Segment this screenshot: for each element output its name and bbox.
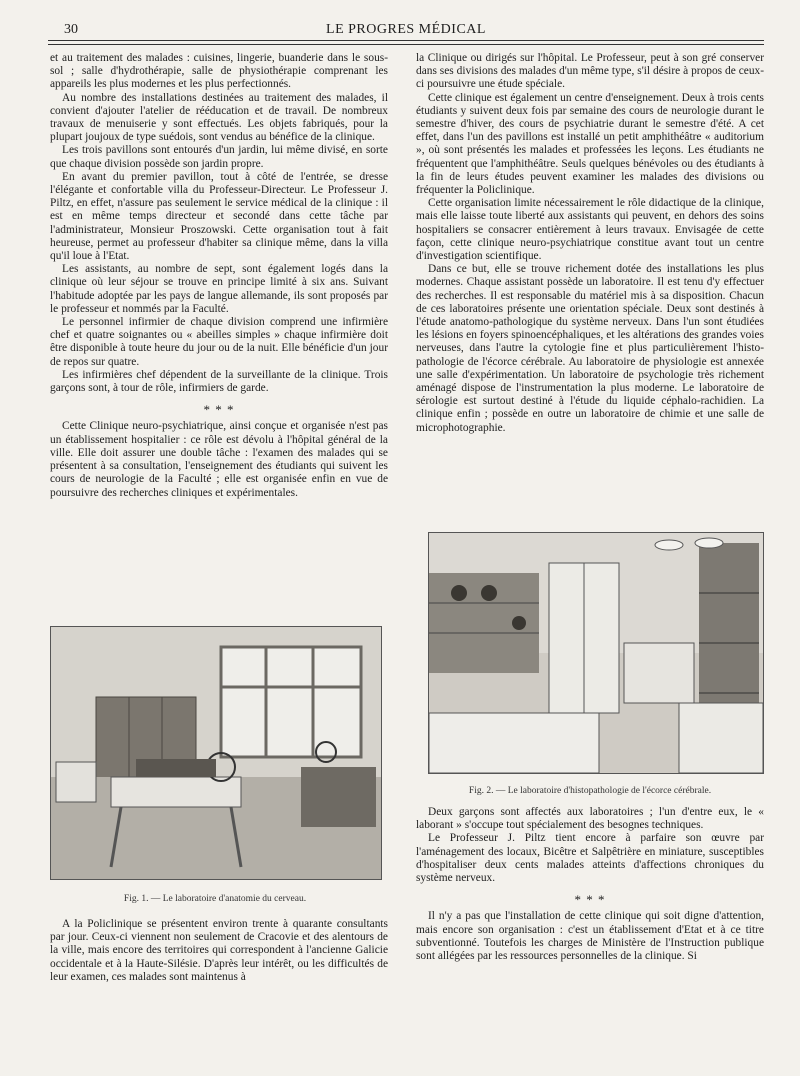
paragraph: Les assistants, au nombre de sept, sont également logés dans la clinique où leur séjour se trouve en principe limité à six ans. Suivant l'habitude adoptée par les pays de langue allemande, ils sont proposés par le professeur et nommés par la Faculté. (50, 263, 388, 315)
page-number: 30 (64, 22, 78, 37)
section-separator: * * * (203, 402, 235, 418)
left-column-bottom (50, 918, 388, 984)
paragraph: Le Professeur J. Piltz tient encore à parfaire son œuvre par l'aménagement des locaux, Bicêtre et Salpêtrière en miniature, susceptibles d'hospitaliser deux cents malades atteints d'affections chroniques du système nerveux. (416, 832, 764, 885)
page-header (48, 20, 764, 42)
right-column (416, 52, 764, 435)
paragraph: Le personnel infirmier de chaque division comprend une infirmière chef et quatre soignantes ou « abeilles simples » chaque infirmière doit être disponible à toute heure du jour ou de la nuit. Elle bénéficie d'un jour de repos sur quatre. (50, 316, 388, 368)
paragraph: Deux garçons sont affectés aux laboratoires ; l'un d'entre eux, le « laborant » s'occupe tout spécialement des besognes techniques. (416, 806, 764, 832)
figure-brain-anatomy-lab (50, 626, 382, 880)
figure-1-caption: Fig. 1. — Le laboratoire d'anatomie du cerveau. (123, 894, 307, 904)
paragraph: Dans ce but, elle se trouve richement dotée des installations les plus modernes. Chaque assistant possède un laboratoire. Il est tenu d'y effectuer des recherches. Il est responsable du matériel mis à sa disposition. Chacun de ces laboratoires présente une orientation spéciale. Deux sont destinés à l'étude anatomo-pathologique du système nerveux. Dans l'un sont étudiées les lésions en foyers spinoencéphaliques, et les altérations des grandes voies nerveuses, dans l'autre la cytologie fine et plus particulièrement l'histo-pathologie de l'écorce cérébrale. Au laboratoire de physiologie est annexée une salle d'expérimentation. Un laboratoire de psychologie très richement aménagé dispose de l'instrumentation la plus moderne. Le laboratoire de sérologie est surtout destiné à l'étude du liquide céphalo-rachidien. La clinique enfin ; possède en outre un laboratoire de chimie et une salle de microphotographie. (416, 263, 764, 434)
lab-photo-illustration (51, 627, 381, 879)
paragraph: En avant du premier pavillon, tout à côté de l'entrée, se dresse l'élégante et confortable villa du Professeur-Directeur. Le Professeur J. Piltz, en effet, n'assure pas seulement le service médical de la clinique : il est en même temps directeur et secondé dans cette tâche par l'administrateur, Monsieur Proszowski. Cette organisation tout à fait heureuse, permet au professeur d'habiter sa clinique même, dans la villa qu'il loue à l'Etat. (50, 170, 388, 263)
paragraph: Cette organisation limite nécessairement le rôle didactique de la clinique, mais elle laisse toute liberté aux assistants qui peuvent, en dehors des soins hospitaliers se consacrer entièrement à leurs travaux. Envisagée de cette façon, cette clinique neuro-psychiatrique constitue avant tout un centre d'investigation scientifique. (416, 197, 764, 263)
left-column (50, 52, 388, 500)
paragraph: la Clinique ou dirigés sur l'hôpital. Le Professeur, peut à son gré conserver dans ses divisions des malades d'un même type, s'il désire à propos de ceux-ci poursuivre une étude spéciale. (416, 52, 764, 91)
lab-photo-illustration (429, 533, 763, 773)
journal-title: LE PROGRES MÉDICAL (326, 22, 486, 37)
right-column-bottom (416, 806, 764, 963)
paragraph: Cette clinique est également un centre d'enseignement. Deux à trois cents étudiants y suivent deux fois par semaine des cours de neurologie durant le semestre d'hiver, des cours de psychiatrie durant le semestre d'été. A cet effet, dans l'un des pavillons est installé un petit amphithéâtre « auditorium », où sont présentés les malades et professées les leçons. Les étudiants ne fréquentent que l'amphithéâtre. Seuls quelques bénévoles ou des étudiants à la fin de leurs études peuvent examiner les malades des divisions ou fréquenter la Policlinique. (416, 91, 764, 197)
paragraph: Les infirmières chef dépendent de la surveillante de la clinique. Trois garçons sont, à tour de rôle, infirmiers de garde. (50, 368, 388, 395)
paragraph: Au nombre des installations destinées au traitement des malades, il convient d'ajouter l'atelier de rééducation et de travail. De nombreux travaux de menuiserie y sont effectués. Les objets fabriqués, pour la plupart joujoux de type suédois, sont vendus au bénéfice de la clinique. (50, 91, 388, 144)
paragraph: Les trois pavillons sont entourés d'un jardin, lui même divisé, en sorte que chaque division possède son jardin propre. (50, 144, 388, 170)
paragraph: Il n'y a pas que l'installation de cette clinique qui soit digne d'attention, mais encore son organisation : c'est un établissement d'Etat et à ce titre subventionné. Toutefois les charges de Ministère de l'Instruction publique sont allégées par les ressources personnelles de la clinique. Si (416, 910, 764, 963)
figure-histopathology-lab (428, 532, 764, 774)
section-separator: * * * (574, 892, 606, 908)
paragraph: et au traitement des malades : cuisines, lingerie, buanderie dans le sous-sol ; salle d'hydrothérapie, salle de physiothérapie comprenant les appareils les plus modernes et les plus perfectionnés. (50, 52, 388, 91)
header-rule-top (48, 40, 764, 41)
header-rule-bottom (48, 44, 764, 45)
paragraph: A la Policlinique se présentent environ trente à quarante consultants par jour. Ceux-ci viennent non seulement de Cracovie et des alentours de la ville, mais encore des territoires qui correspondent à l'ancienne Galicie occidentale et à la Haute-Silésie. D'après leur intérêt, ou les difficultés de leur examen, ces malades sont maintenus à (50, 918, 388, 983)
paragraph: Cette Clinique neuro-psychiatrique, ainsi conçue et organisée n'est pas un établissement hospitalier : ce rôle est dévolu à l'hôpital général de la ville. Elle doit assurer une double tâche : l'examen des malades qui se présentent à sa consultation, l'enseignement des étudiants qui suivent les cours de neurologie de la Faculté ; elle est organisée enfin en vue de poursuivre des recherches cliniques et expérimentales. (50, 420, 388, 499)
figure-2-caption: Fig. 2. — Le laboratoire d'histopathologie de l'écorce cérébrale. (468, 786, 712, 796)
